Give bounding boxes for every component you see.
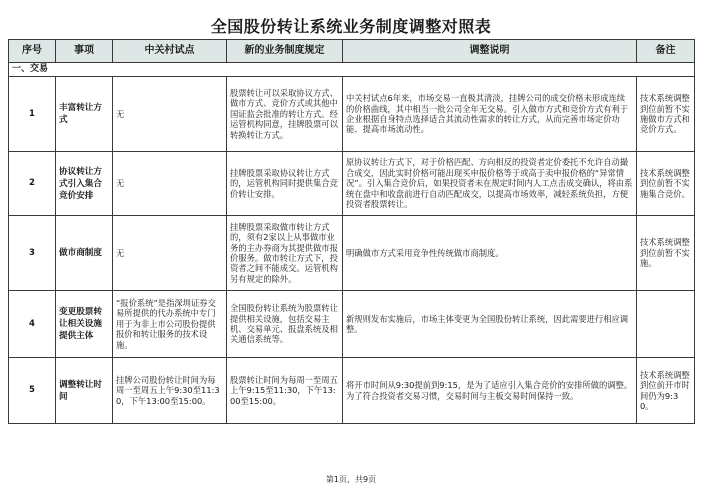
row-new-rules: 股票转让时间为每周一至周五上午9:15至11:30，下午13:00至15:00。 — [227, 358, 343, 424]
section-row — [9, 63, 695, 77]
row-adjustment: 中关村试点6年来，市场交易一直极其清淡，挂牌公司的成交价格未形成连续的价格曲线，其中相当一批公司全年无交易。引入做市方式和竞价方式有利于企业根据自身特点选择适合其流动性需求的转让方式，从而完善市场定价功能、提高市场流动性。 — [343, 77, 637, 152]
row-index: 2 — [9, 152, 56, 216]
row-adjustment: 明确做市方式采用竞争性传统做市商制度。 — [343, 216, 637, 291]
header-item: 事项 — [56, 40, 113, 63]
header-new-rules: 新的业务制度规定 — [227, 40, 343, 63]
comparison-table — [8, 39, 695, 424]
row-item: 协议转让方式引入集合竞价安排 — [56, 152, 113, 216]
row-zgc-pilot: “报价系统”是指深圳证券交易所提供的代办系统中专门用于为非上市公司股份提供报价和转让服务的技术设施。 — [113, 291, 227, 358]
table-row — [9, 152, 695, 216]
row-index: 1 — [9, 77, 56, 152]
row-new-rules: 股票转让可以采取协议方式、做市方式、竞价方式或其他中国证监会批准的转让方式。经运管机构同意，挂牌股票可以转换转让方式。 — [227, 77, 343, 152]
table-row — [9, 216, 695, 291]
row-adjustment: 将开市时间从9:30提前到9:15，是为了适应引入集合竞价的安排所做的调整。为了符合投资者交易习惯，交易时间与主板交易时间保持一致。 — [343, 358, 637, 424]
row-adjustment: 原协议转让方式下，对于价格匹配、方向相反的投资者定价委托不允许自动撮合成交，因此实时价格可能出现买申报价格等于或高于卖申报价格的“异常情况”。引入集合竞价后，如果投资者未在规定时间内人工点击成交确认，将由系统在盘中和收盘前进行自动匹配成交，以提高市场效率，减轻系统负担，方便投资者股票转让。 — [343, 152, 637, 216]
row-new-rules: 挂牌股票采取协议转让方式的，运管机构同时提供集合竞价转让安排。 — [227, 152, 343, 216]
row-new-rules: 全国股份转让系统为股票转让提供相关设施，包括交易主机、交易单元、报盘系统及相关通信系统等。 — [227, 291, 343, 358]
row-new-rules: 挂牌股票采取做市转让方式的，须有2家以上从事做市业务的主办券商为其提供做市报价服务。做市转让方式下，投资者之间不能成交。运管机构另有规定的除外。 — [227, 216, 343, 291]
header-row — [9, 40, 695, 63]
row-index: 4 — [9, 291, 56, 358]
row-zgc-pilot: 无 — [113, 216, 227, 291]
table-row — [9, 291, 695, 358]
row-zgc-pilot: 挂牌公司股份转让时间为每周一至周五上午9:30至11:30，下午13:00至15:00。 — [113, 358, 227, 424]
row-item: 调整转让时间 — [56, 358, 113, 424]
page-footer: 第1页，共9页 — [325, 475, 377, 484]
table-row — [9, 358, 695, 424]
row-remarks: 技术系统调整到位前开市时间仍为9:30。 — [637, 358, 695, 424]
table-row — [9, 77, 695, 152]
row-index: 5 — [9, 358, 56, 424]
row-item: 变更股票转让相关设施提供主体 — [56, 291, 113, 358]
row-item: 做市商制度 — [56, 216, 113, 291]
header-remarks: 备注 — [637, 40, 695, 63]
row-adjustment: 新规则发布实施后，市场主体变更为全国股份转让系统，因此需要进行相应调整。 — [343, 291, 637, 358]
header-index: 序号 — [9, 40, 56, 63]
row-remarks: 技术系统调整到位前暂不实施集合竞价。 — [637, 152, 695, 216]
section-title: 一、交易 — [9, 63, 695, 77]
row-remarks: 技术系统调整到位前暂不实施做市方式和竞价方式。 — [637, 77, 695, 152]
row-remarks: 技术系统调整到位前暂不实施。 — [637, 216, 695, 291]
header-zgc-pilot: 中关村试点 — [113, 40, 227, 63]
row-zgc-pilot: 无 — [113, 77, 227, 152]
page-title: 全国股份转让系统业务制度调整对照表 — [210, 17, 492, 36]
header-adjustment: 调整说明 — [343, 40, 637, 63]
row-item: 丰富转让方式 — [56, 77, 113, 152]
row-index: 3 — [9, 216, 56, 291]
row-remarks — [637, 291, 695, 358]
row-zgc-pilot: 无 — [113, 152, 227, 216]
